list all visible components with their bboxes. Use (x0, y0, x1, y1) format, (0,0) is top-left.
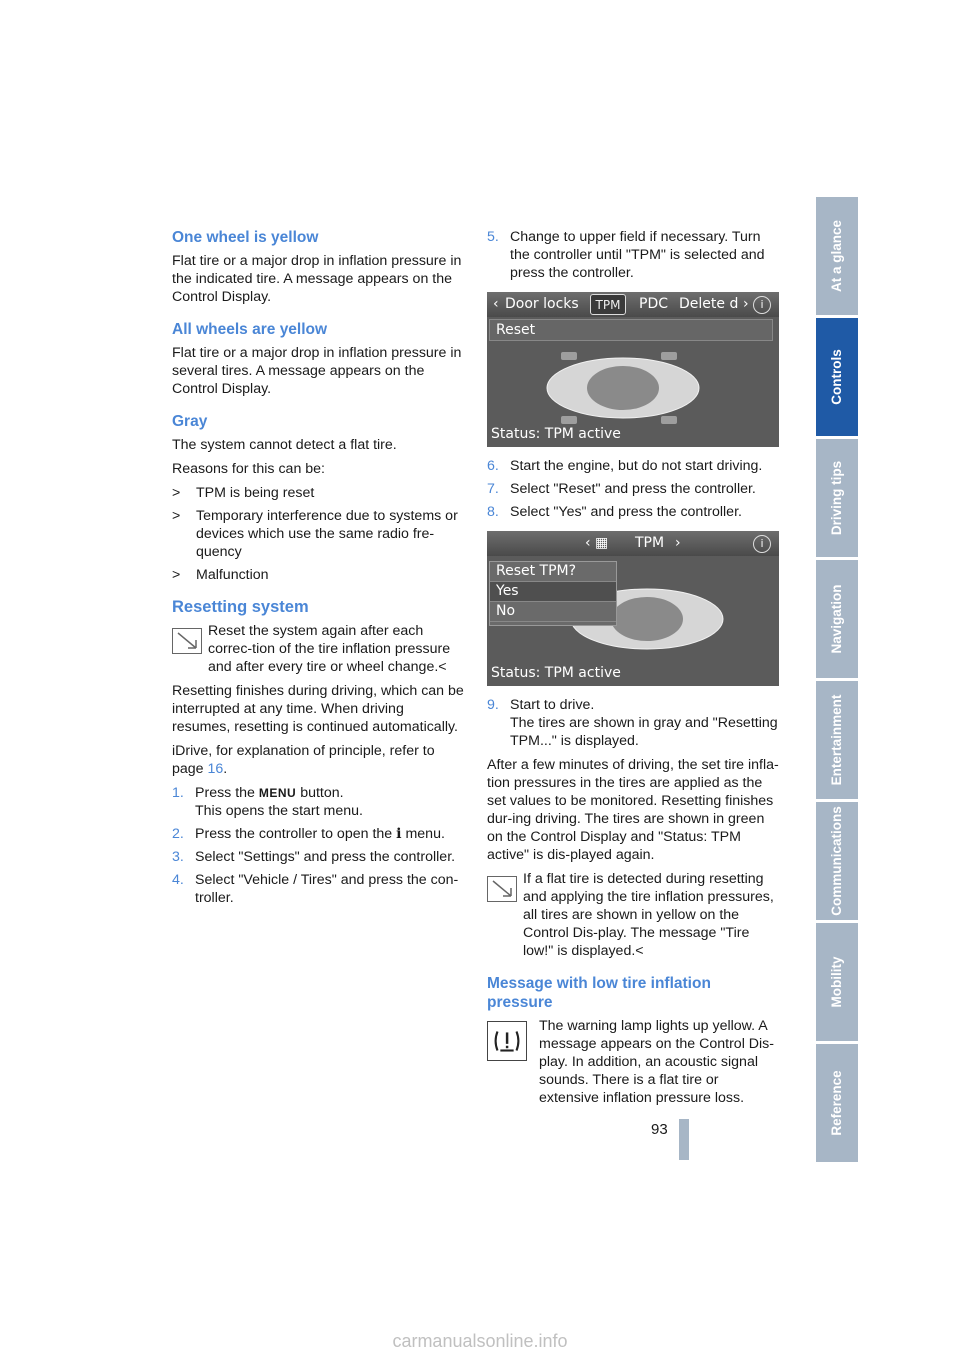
menu-option-no: No (490, 602, 616, 622)
sidebar-tab-label: Reference (829, 1070, 844, 1136)
screen-reset-field: Reset (489, 319, 773, 341)
step-text: menu. (405, 826, 445, 842)
list-item (172, 484, 464, 502)
heading-gray: Gray (172, 413, 208, 430)
step-text: Start to drive. (510, 697, 595, 713)
steps-list-3 (487, 457, 779, 521)
sidebar-tab-label: Driving tips (829, 460, 844, 536)
step-4 (172, 871, 464, 907)
reset-tpm-menu (489, 561, 617, 626)
screen-status: Status: TPM active (491, 665, 621, 681)
step-number: 7. (487, 481, 499, 497)
step-7 (487, 480, 779, 498)
controller-icon: i (753, 296, 771, 314)
all-wheels-text: Flat tire or a major drop in inflation pressure in several tires. A message appears on the Control Display. (172, 345, 462, 397)
sidebar-tab-at-a-glance[interactable] (816, 197, 858, 315)
step-number: 3. (172, 849, 184, 865)
sidebar-tab-entertainment[interactable] (816, 681, 858, 799)
right-column (487, 228, 779, 1113)
heading-all-wheels-yellow: All wheels are yellow (172, 321, 328, 338)
sidebar-tab-label: Controls (829, 349, 844, 405)
step-text: Press the controller to open the (195, 826, 393, 842)
gray-text: The system cannot detect a flat tire. (172, 437, 397, 453)
note-arrow-icon (487, 876, 517, 902)
heading-resetting-system: Resetting system (172, 598, 309, 616)
sidebar-tab-reference[interactable] (816, 1044, 858, 1162)
low-pressure-text-block (487, 1017, 779, 1107)
heading-low-pressure: Message with low tire inflation pressure (487, 975, 711, 1011)
bullet-marker: > (172, 567, 181, 583)
step-number: 4. (172, 872, 184, 888)
section-sidebar (816, 197, 858, 1165)
car-top-view-icon (543, 348, 703, 428)
heading-one-wheel-yellow: One wheel is yellow (172, 229, 319, 246)
sidebar-tab-label: Communications (829, 806, 844, 916)
step-text: Change to upper field if necessary. Turn the controller until "TPM" is selected and press the controller. (510, 229, 765, 281)
step-number: 8. (487, 504, 499, 520)
sidebar-tab-controls[interactable] (816, 318, 858, 436)
flat-note-text: If a flat tire is detected during resetting and applying the tire inflation pressures, all tires are shown in yellow on the Control Dis-play. The message "Tire low!" is displayed. (523, 871, 774, 959)
tire-warning-icon (487, 1021, 527, 1061)
reasons-list (172, 484, 464, 584)
screen-arrow-right-icon: › (675, 535, 681, 551)
one-wheel-text: Flat tire or a major drop in inflation pressure in the indicated tire. A message appears on the Control Display. (172, 253, 462, 305)
step-number: 6. (487, 458, 499, 474)
watermark: carmanualsonline.info (392, 1331, 568, 1351)
step-5 (487, 228, 779, 282)
step-text: Press the (195, 785, 255, 801)
sidebar-tab-label: Mobility (829, 956, 844, 1008)
sidebar-tab-communications[interactable] (816, 802, 858, 920)
bullet-text: TPM is being reset (196, 485, 315, 501)
step-number: 9. (487, 697, 499, 713)
reasons-intro: Reasons for this can be: (172, 461, 325, 477)
page-marker-bar (679, 1119, 689, 1160)
screenshot-tpm-menu (487, 292, 779, 447)
idrive-label: iDrive, for explanation of principle, refer to page (172, 743, 435, 777)
resetting-note (172, 622, 464, 676)
screen-status: Status: TPM active (491, 426, 621, 442)
list-item (172, 507, 464, 561)
step-2 (172, 825, 464, 843)
controller-icon: i (753, 535, 771, 553)
bullet-marker: > (172, 508, 181, 524)
screen-tab-bar (487, 292, 779, 317)
sidebar-tab-mobility[interactable] (816, 923, 858, 1041)
list-item (172, 566, 464, 584)
idrive-text: iDrive, for explanation of principle, refer to page 16. (172, 743, 435, 777)
menu-button-icon: MENU (258, 786, 297, 800)
page-number: 93 (651, 1121, 668, 1138)
screen-tab-pdc: PDC (639, 296, 668, 312)
steps-list-2 (487, 228, 779, 282)
step-text: Select "Reset" and press the controller. (510, 481, 756, 497)
steps-list-4 (487, 696, 779, 750)
step-text: button. (300, 785, 344, 801)
sidebar-tab-driving-tips[interactable] (816, 439, 858, 557)
step-1 (172, 784, 464, 820)
step-8 (487, 503, 779, 521)
sidebar-tab-label: Navigation (829, 584, 844, 654)
screen-title-bar (487, 531, 779, 556)
screenshot-reset-tpm (487, 531, 779, 686)
step-text: The tires are shown in gray and "Resetting TPM..." is displayed. (510, 715, 778, 749)
screen-tab-arrow-icon: ‹ (493, 296, 499, 312)
low-pressure-text: The warning lamp lights up yellow. A message appears on the Control Dis-play. In addition, an acoustic signal sounds. There is a flat tire or extensive inflation pressure loss. (539, 1018, 775, 1106)
step-9 (487, 696, 779, 750)
sidebar-tab-navigation[interactable] (816, 560, 858, 678)
end-mark: < (438, 659, 447, 675)
step-text: This opens the start menu. (195, 803, 363, 819)
end-mark: < (635, 943, 644, 959)
menu-title: Reset TPM? (490, 562, 616, 582)
bullet-text: Malfunction (196, 567, 269, 583)
resetting-text: Resetting finishes during driving, which can be interrupted at any time. When driving resumes, resetting is continued automatically. (172, 683, 464, 735)
step-3 (172, 848, 464, 866)
sidebar-tab-label: Entertainment (829, 694, 844, 786)
step-text: Start the engine, but do not start driving. (510, 458, 763, 474)
step-number: 2. (172, 826, 184, 842)
screen-tab-arrow-right-icon: › (743, 296, 749, 312)
screen-tab-delete: Delete d (679, 296, 739, 312)
page-link[interactable]: 16 (207, 761, 224, 777)
screen-tab-tpm: TPM (590, 294, 626, 315)
screen-title: TPM (635, 535, 665, 551)
bullet-marker: > (172, 485, 181, 501)
sidebar-tab-label: At a glance (829, 219, 844, 293)
step-6 (487, 457, 779, 475)
step-number: 1. (172, 785, 184, 801)
step-text: Select "Settings" and press the controller. (195, 849, 456, 865)
flat-note (487, 870, 779, 960)
menu-option-yes: Yes (490, 582, 616, 602)
after-text: After a few minutes of driving, the set tire infla-tion pressures in the tires are applied as the set values to be monitored. Resetting finishes dur-ing driving. The tires are shown in green on the Control Display and "Status: TPM active" is dis-played again. (487, 757, 779, 863)
left-column (172, 228, 464, 913)
step-text: Select "Vehicle / Tires" and press the con-troller. (195, 872, 459, 906)
step-text: Select "Yes" and press the controller. (510, 504, 742, 520)
screen-nav-arrows-icon: ‹ ▦ (585, 535, 609, 551)
step-number: 5. (487, 229, 499, 245)
screen-tab-door-locks: Door locks (505, 296, 579, 312)
bullet-text: Temporary interference due to systems or devices which use the same radio fre-quency (196, 508, 458, 560)
steps-list-1 (172, 784, 464, 907)
info-icon: i (396, 826, 402, 842)
resetting-note-text: Reset the system again after each correc-tion of the tire inflation pressure and after every tire or wheel change. (208, 623, 451, 675)
note-arrow-icon (172, 628, 202, 654)
